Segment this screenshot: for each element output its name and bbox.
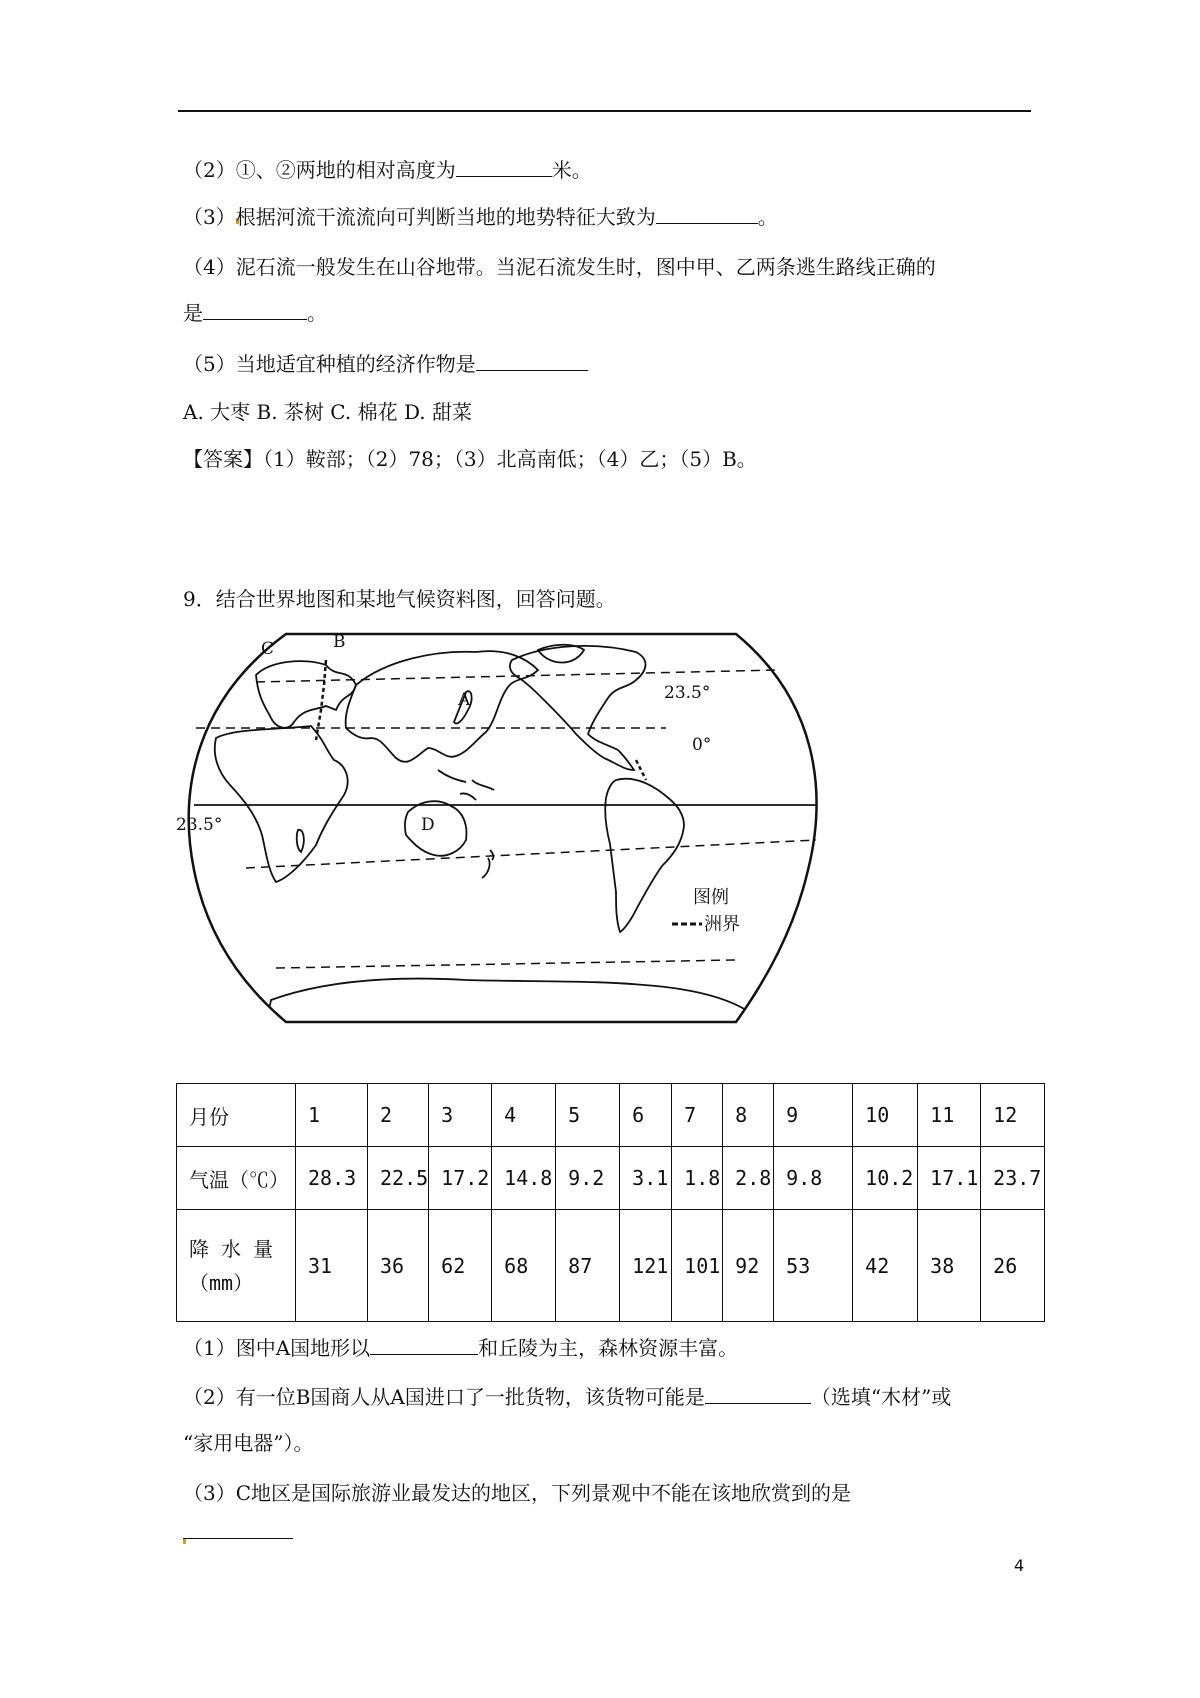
label-D: D <box>421 815 435 835</box>
q9-sub2-line2: “家用电器”）。 <box>183 1431 314 1455</box>
table-row-precipitation: 降 水 量 （mm） 31 36 62 68 87 121 101 92 53 42 38 26 <box>177 1210 1045 1322</box>
row-label-temperature: 气温（℃） <box>177 1147 296 1210</box>
header-rule <box>178 110 1031 112</box>
answer-blank <box>656 203 758 224</box>
row-label-month: 月份 <box>177 1084 296 1147</box>
q8-answer: 【答案】（1）鞍部；（2）78；（3）北高南低；（4）乙；（5）B。 <box>183 447 757 471</box>
south-america-coast <box>605 779 684 932</box>
q8-sub4-line2: 是 。 <box>183 301 327 325</box>
madagascar <box>297 830 304 852</box>
tropic-of-capricorn <box>246 840 816 868</box>
lat-south-label: 23.5° <box>176 815 223 835</box>
lat-north-label: 23.5° <box>664 683 711 703</box>
map-legend <box>672 887 740 935</box>
table-row-month: 月份 1 2 3 4 5 6 7 8 9 10 11 12 <box>177 1084 1045 1147</box>
climate-table <box>176 1083 1045 1322</box>
world-map <box>176 630 826 1025</box>
answer-blank <box>203 299 307 320</box>
answer-blank <box>183 1518 293 1539</box>
answer-blank <box>370 1334 478 1355</box>
table-row-temperature: 气温（℃） 28.3 22.5 17.2 14.8 9.2 3.1 1.8 2.8 9.8 10.2 17.1 23.7 <box>177 1147 1045 1210</box>
legend-title: 图例 <box>693 887 729 908</box>
legend-item: 洲界 <box>704 914 740 935</box>
q8-options: A. 大枣 B. 茶树 C. 棉花 D. 甜菜 <box>183 400 472 424</box>
se-asia-islands <box>438 770 494 800</box>
q9-sub2-line1: （2）有一位B国商人从A国进口了一批货物，该货物可能是 （选填“木材”或 <box>183 1385 952 1409</box>
antarctica-coast <box>266 979 746 1025</box>
antarctic-dashed <box>276 960 736 968</box>
europe-coast <box>256 661 356 728</box>
page-number: 4 <box>1014 1556 1025 1575</box>
new-zealand <box>482 850 493 878</box>
q9-stem: 9．结合世界地图和某地气候资料图，回答问题。 <box>183 587 616 611</box>
north-america-coast <box>510 646 646 770</box>
label-A: A <box>458 690 471 710</box>
label-C: C <box>261 639 275 659</box>
lat-equator-label: 0° <box>692 735 712 755</box>
answer-blank <box>476 350 588 371</box>
australia-coast <box>405 801 467 856</box>
q9-sub3-blank-line <box>183 1518 293 1546</box>
row-label-precipitation: 降 水 量 （mm） <box>177 1210 296 1322</box>
q8-sub3: （3）根据河流干流流向可判断当地的地势特征大致为 。 <box>183 205 778 229</box>
answer-blank <box>456 156 552 177</box>
answer-blank <box>705 1383 811 1404</box>
africa-coast <box>215 726 348 882</box>
q8-sub2: （2）①、②两地的相对高度为 米。 <box>183 158 592 182</box>
q9-sub3: （3）C地区是国际旅游业最发达的地区，下列景观中不能在该地欣赏到的是 <box>183 1481 852 1505</box>
q8-sub5: （5）当地适宜种植的经济作物是 <box>183 350 588 378</box>
q8-sub4-line1: （4）泥石流一般发生在山谷地带。当泥石流发生时，图中甲、乙两条逃生路线正确的 <box>183 255 936 279</box>
label-B: B <box>333 632 346 652</box>
q9-sub1: （1）图中A国地形以 和丘陵为主，森林资源丰富。 <box>183 1336 739 1360</box>
